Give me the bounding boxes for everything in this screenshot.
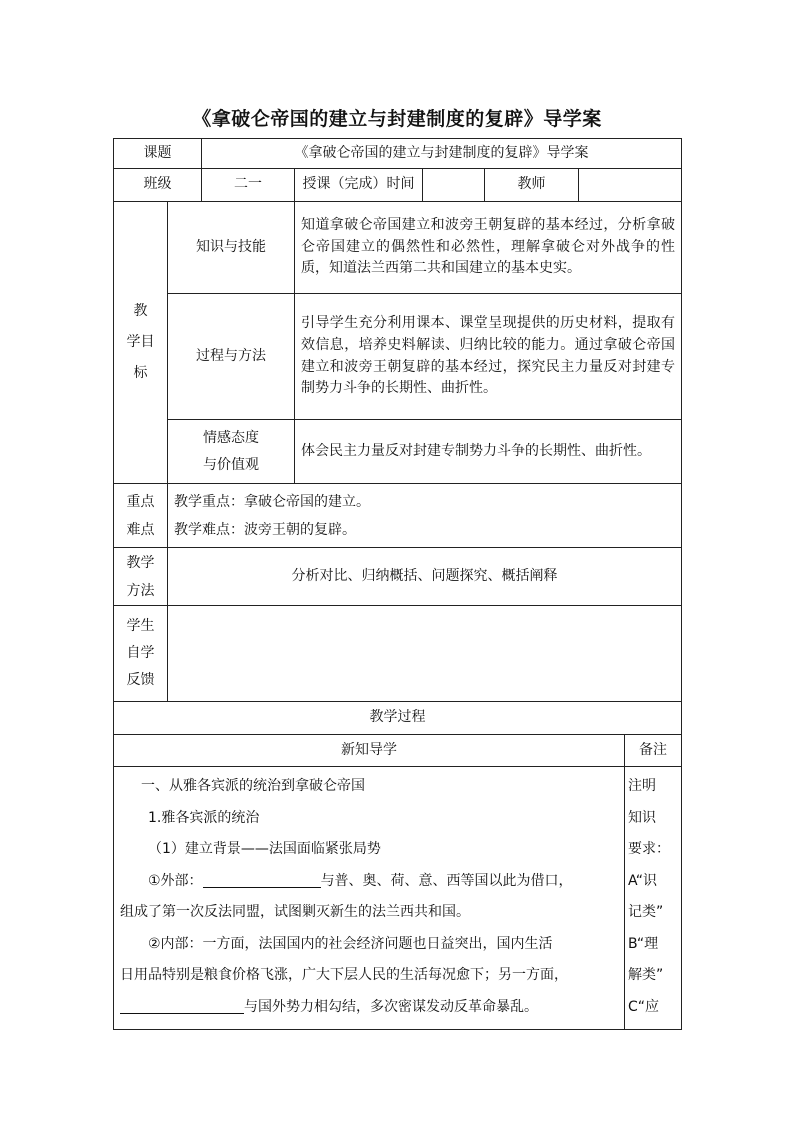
notes-column — [625, 767, 682, 1030]
guide-line-7: 日用品特别是粮食价格飞涨，广大下层人民的生活每况愈下；另一方面， — [120, 967, 568, 983]
guide-line-4 — [120, 866, 618, 898]
feedback-label-text: 学生 自学 反馈 — [126, 617, 155, 689]
objective-attitude-label-text: 情感态度 与价值观 — [203, 429, 259, 473]
keypoints-label — [114, 484, 168, 548]
note-line: 知识 — [628, 809, 656, 826]
fill-blank-1[interactable] — [203, 873, 321, 888]
objective-process-label: 过程与方法 — [168, 294, 295, 420]
lesson-plan-table — [113, 138, 682, 1030]
objective-knowledge-label: 知识与技能 — [168, 202, 295, 294]
guide-line-8 — [120, 992, 618, 1024]
objective-attitude-label — [168, 420, 295, 484]
guide-line-3: （1）建立背景——法国面临紧张局势 — [148, 841, 381, 857]
feedback-label — [114, 606, 168, 702]
teacher-label: 教师 — [485, 169, 579, 202]
topic-value: 《拿破仑帝国的建立与封建制度的复辟》导学案 — [202, 139, 682, 169]
document-title: 《拿破仑帝国的建立与封建制度的复辟》导学案 — [192, 108, 602, 130]
keypoints-label-text: 重点 难点 — [126, 493, 155, 538]
objective-knowledge-text: 知道拿破仑帝国建立和波旁王朝复辟的基本经过，分析拿破仑帝国建立的偶然性和必然性，理解拿破仑对外战争的性质，知道法兰西第二共和国建立的基本史实。 — [295, 202, 682, 294]
note-line: A“识 — [628, 872, 658, 889]
note-line: 记类” — [628, 904, 664, 920]
topic-label: 课题 — [114, 139, 202, 169]
time-label: 授课（完成）时间 — [295, 169, 423, 202]
method-text: 分析对比、归纳概括、问题探究、概括阐释 — [168, 548, 682, 606]
guide-line-4-prefix: ①外部： — [148, 872, 203, 889]
objectives-label-text: 教 学目 标 — [126, 303, 155, 381]
objective-attitude-text: 体会民主力量反对封建专制势力斗争的长期性、曲折性。 — [295, 420, 682, 484]
keypoints-content — [168, 484, 682, 548]
objective-process-text: 引导学生充分利用课本、课堂呈现提供的历史材料，提取有效信息，培养史料解读、归纳比较的能力。通过拿破仑帝国建立和波旁王朝复辟的基本经过，探究民主力量反对封建专制势力斗争的长期性、曲折性。 — [295, 294, 682, 420]
teaching-focus: 教学重点：拿破仑帝国的建立。 — [174, 493, 370, 510]
process-header: 教学过程 — [114, 702, 682, 735]
notes-header: 备注 — [625, 735, 682, 767]
guide-line-6: ②内部：一方面，法国国内的社会经济问题也日益突出，国内生活 — [148, 935, 553, 952]
class-value: 二一 — [202, 169, 295, 202]
note-line: 解类” — [628, 967, 664, 983]
method-label — [114, 548, 168, 606]
guide-line-4-suffix: 与普、奥、荷、意、西等国以此为借口， — [320, 872, 573, 889]
note-line: 注明 — [628, 778, 656, 794]
method-label-text: 教学 方法 — [126, 554, 155, 599]
guide-header: 新知导学 — [114, 735, 625, 767]
feedback-area[interactable] — [168, 606, 682, 702]
teacher-value — [579, 169, 682, 202]
guide-line-8-suffix: 与国外势力相勾结，多次密谋发动反革命暴乱。 — [244, 998, 538, 1015]
objectives-label — [114, 202, 168, 484]
guide-line-1: 一、从雅各宾派的统治到拿破仑帝国 — [141, 778, 365, 794]
note-line: 要求： — [628, 841, 670, 857]
teaching-difficulty: 教学难点：波旁王朝的复辟。 — [174, 521, 356, 538]
fill-blank-2[interactable] — [120, 999, 244, 1014]
class-label: 班级 — [114, 169, 202, 202]
time-value — [423, 169, 485, 202]
guide-line-2: 1.雅各宾派的统治 — [148, 809, 260, 826]
guide-line-5: 组成了第一次反法同盟，试图剿灭新生的法兰西共和国。 — [120, 904, 470, 920]
guide-content — [114, 767, 625, 1030]
note-line: C“应 — [628, 998, 660, 1015]
note-line: B“理 — [628, 935, 659, 952]
